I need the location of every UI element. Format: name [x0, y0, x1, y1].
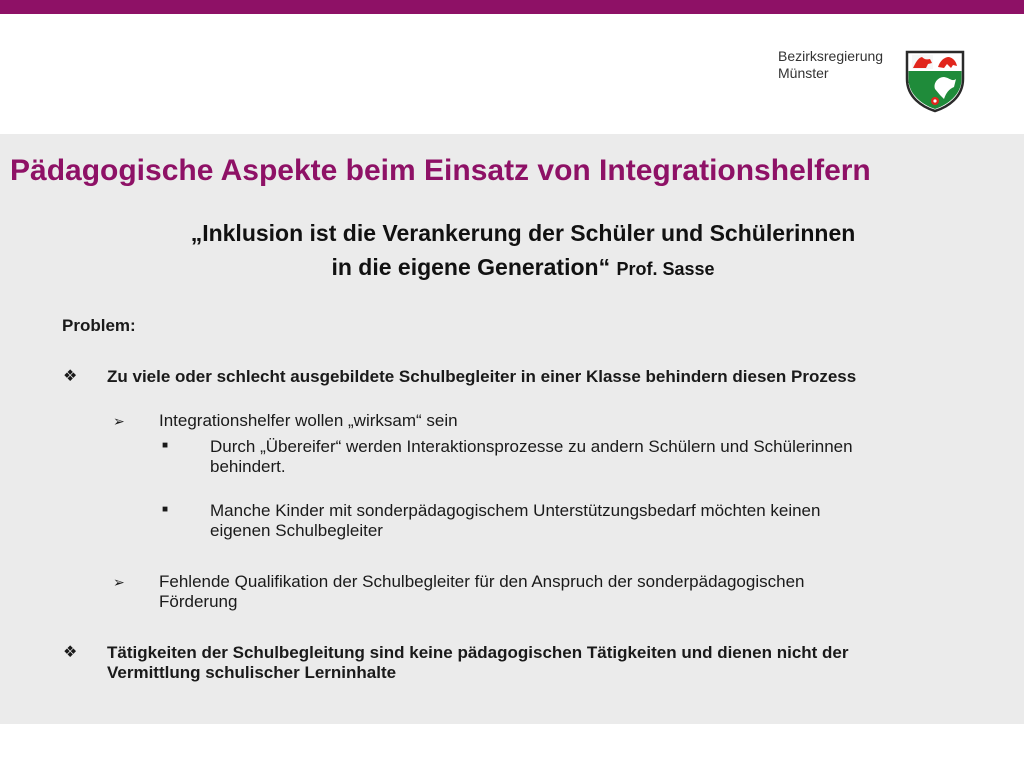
- quote-line-2-text: in die eigene Generation“: [331, 254, 611, 280]
- quote-line-2: [0, 250, 1024, 286]
- quote-line-1: „Inklusion ist die Verankerung der Schüler und Schülerinnen: [190, 220, 856, 246]
- square-bullet-icon: ■: [162, 440, 169, 451]
- org-line-1: Bezirksregierung: [778, 48, 884, 64]
- sub-bullet-2: [113, 572, 805, 612]
- nrw-crest-icon: [904, 49, 966, 113]
- sub-bullet-2-line-2: Förderung: [159, 592, 238, 611]
- organization-name: [778, 48, 883, 82]
- arrow-bullet-icon: ➢: [113, 574, 125, 590]
- diamond-bullet-icon: ❖: [63, 644, 78, 661]
- arrow-bullet-icon: ➢: [113, 413, 125, 429]
- sub-sub-bullet-2-line-2: eigenen Schulbegleiter: [210, 521, 383, 540]
- quote-author: Prof. Sasse: [616, 259, 715, 279]
- square-bullet-icon: ■: [162, 504, 169, 515]
- slide-header: [0, 14, 1024, 134]
- sub-sub-bullet-1-line-1: Durch „Übereifer“ werden Interaktionsprozesse zu andern Schülern und Schülerinnen: [210, 437, 853, 456]
- slide-content: [0, 134, 1024, 724]
- sub-bullet-2-line-1: Fehlende Qualifikation der Schulbegleiter für den Anspruch der sonderpädagogischen: [159, 572, 805, 591]
- sub-bullet-1: [113, 411, 458, 431]
- sub-sub-bullet-2: [162, 501, 821, 541]
- quote: [0, 216, 1024, 286]
- sub-sub-bullet-1-line-2: behindert.: [210, 457, 286, 476]
- sub-bullet-1-text: Integrationshelfer wollen „wirksam“ sein: [159, 411, 458, 430]
- sub-sub-bullet-1: [162, 437, 853, 477]
- bullet-2-line-2: Vermittlung schulischer Lerninhalte: [107, 663, 397, 682]
- problem-label: Problem:: [62, 316, 136, 335]
- org-line-2: Münster: [778, 65, 829, 81]
- bullet-2: [63, 643, 849, 683]
- top-accent-bar: [0, 0, 1024, 14]
- bullet-1: [63, 367, 857, 387]
- diamond-bullet-icon: ❖: [63, 368, 78, 385]
- sub-sub-bullet-2-line-1: Manche Kinder mit sonderpädagogischem Unterstützungsbedarf möchten keinen: [210, 501, 821, 520]
- bullet-2-line-1: Tätigkeiten der Schulbegleitung sind keine pädagogischen Tätigkeiten und dienen nicht der: [107, 643, 849, 662]
- slide-title: Pädagogische Aspekte beim Einsatz von Integrationshelfern: [10, 154, 871, 187]
- bullet-1-text: Zu viele oder schlecht ausgebildete Schulbegleiter in einer Klasse behindern diesen Prozess: [107, 367, 857, 386]
